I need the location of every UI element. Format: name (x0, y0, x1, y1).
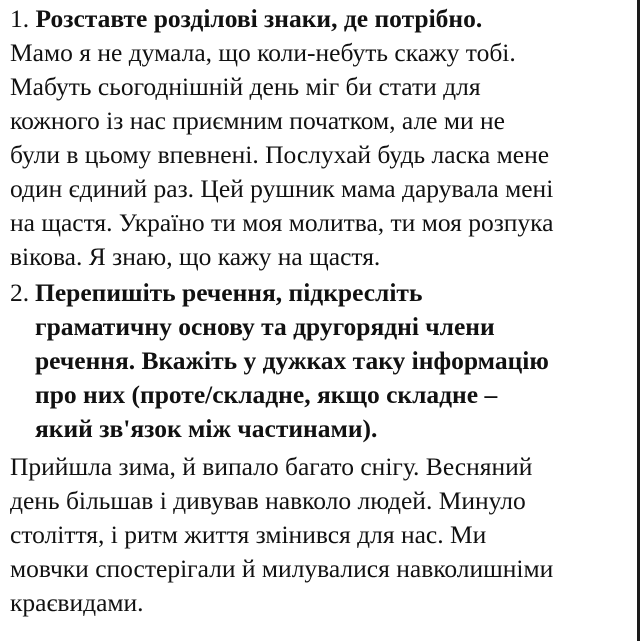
task2-title-line: про них (проте/складне, якщо складне – (35, 380, 498, 409)
task2-text-line: день більшав і дивував навколо людей. Минуло (10, 486, 526, 515)
task2-title-line: який зв'язок між частинами). (35, 414, 378, 443)
task2-title-line: Перепишіть речення, підкресліть (35, 278, 423, 307)
task1-heading (10, 2, 482, 36)
task2-text-line: століття, і ритм життя змінився для нас. Ми (10, 520, 487, 549)
task2-number: 2. (10, 278, 30, 307)
task2-title-line: речення. Вкажіть у дужках таку інформацію (35, 346, 549, 375)
task2-text-line: Прийшла зима, й випало багато снігу. Весняний (10, 452, 533, 481)
task1-text-line: на щастя. Україно ти моя молитва, ти моя розпука (10, 208, 554, 237)
task1-title: Розставте розділові знаки, де потрібно. (35, 4, 483, 33)
task1-text-line: один єдиний раз. Цей рушник мама дарувала мені (10, 174, 554, 203)
task1-text-line: Мабуть сьогоднішній день міг би стати для (10, 72, 481, 101)
task1-text-line: кожного із нас приємним початком, але ми не (10, 106, 505, 135)
task2-title-line: граматичну основу та другорядні члени (35, 312, 495, 341)
task1-number: 1. (10, 4, 30, 33)
task2-text-line: мовчки спостерігали й милувалися навколишніми (10, 554, 554, 583)
task1-text-line: були в цьому впевнені. Послухай будь ласка мене (10, 140, 550, 169)
task2-text-line: краєвидами. (10, 588, 144, 617)
task1-text-line: вікова. Я знаю, що кажу на щастя. (10, 242, 381, 271)
task1-text-line: Мамо я не думала, що коли-небуть скажу тобі. (10, 38, 516, 67)
